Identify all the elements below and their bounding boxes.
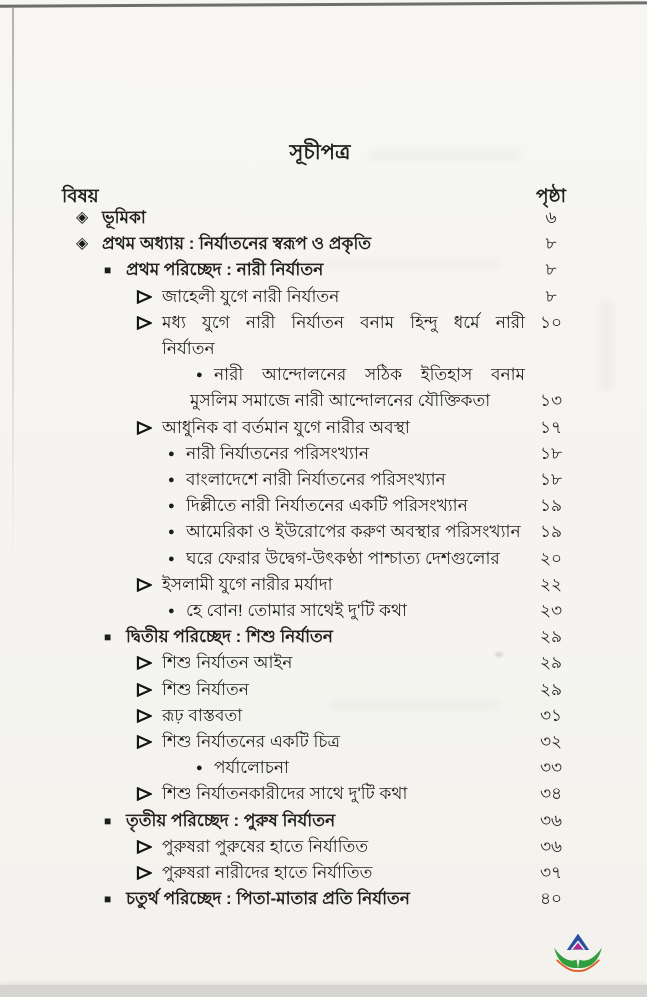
toc-item-line: ইসলামী যুগে নারীর মর্যাদা xyxy=(162,574,333,594)
toc-item-label xyxy=(186,467,525,493)
toc-item-line: পর্যালোচনা xyxy=(214,758,289,778)
dot-bullet-icon: ● xyxy=(196,762,203,775)
toc-item xyxy=(0,572,577,598)
toc-item xyxy=(0,546,577,572)
arrow-bullet-icon xyxy=(136,677,162,697)
arrow-bullet-icon xyxy=(136,650,162,670)
toc-item-label xyxy=(162,703,525,729)
toc-item-page: ৩৪ xyxy=(539,784,563,804)
toc-item xyxy=(0,362,577,414)
toc-item-page: ৩৬ xyxy=(539,810,563,830)
toc-list xyxy=(0,205,647,912)
toc-item-line: শিশু নির্যাতন আইন xyxy=(162,653,293,673)
toc-item-line: শিশু নির্যাতন xyxy=(162,679,249,699)
toc-item-page: ১০ xyxy=(539,312,563,332)
toc-item-line: ঘরে ফেরার উদ্বেগ-উৎকণ্ঠা পাশ্চাত্য দেশগুলোর xyxy=(186,548,500,568)
toc-item xyxy=(0,284,577,310)
toc-item-label xyxy=(186,519,525,545)
toc-item-page: ৩২ xyxy=(539,732,563,752)
toc-item-page: ২২ xyxy=(539,574,563,594)
toc-item xyxy=(0,467,577,493)
toc-item xyxy=(0,755,577,781)
toc-item xyxy=(0,624,577,650)
toc-item-page: ১৩ xyxy=(539,391,563,411)
square-bullet-icon: ■ xyxy=(104,892,112,907)
toc-item-line: মধ্য যুগে নারী নির্যাতন বনাম হিন্দু ধর্মে নারী xyxy=(162,312,525,332)
page-column-header: পৃষ্ঠা xyxy=(536,185,566,206)
toc-item-page: ৮ xyxy=(545,234,557,254)
toc-item-label xyxy=(102,231,525,257)
toc-item-page: ১৯ xyxy=(539,522,563,542)
subject-column-header: বিষয় xyxy=(62,185,99,206)
toc-item-line: রূঢ় বাস্তবতা xyxy=(162,705,243,725)
toc-item xyxy=(0,231,577,257)
toc-item xyxy=(0,598,577,624)
toc-item xyxy=(0,677,577,703)
toc-item xyxy=(0,834,577,860)
arrow-bullet-icon xyxy=(136,781,162,801)
diamond-bullet-icon: ◈ xyxy=(76,235,89,253)
toc-item-page: ৩৩ xyxy=(539,758,563,778)
toc-item-page: ২০ xyxy=(539,548,563,568)
dot-bullet-icon: ● xyxy=(168,500,175,513)
toc-item-label xyxy=(162,677,525,703)
toc-item-label xyxy=(162,834,525,860)
toc-item-label xyxy=(126,808,525,834)
toc-item-line: মুসলিম সমাজে নারী আন্দোলনের যৌক্তিকতা xyxy=(190,391,491,411)
toc-item xyxy=(0,257,577,283)
toc-item-label xyxy=(162,860,525,886)
toc-item-line: আধুনিক বা বর্তমান যুগে নারীর অবস্থা xyxy=(162,417,410,437)
dot-bullet-icon: ● xyxy=(168,605,175,618)
arrow-bullet-icon xyxy=(136,729,162,749)
publisher-logo xyxy=(552,932,604,974)
toc-item xyxy=(0,205,577,231)
toc-item-label xyxy=(102,205,525,231)
toc-item-line: প্রথম পরিচ্ছেদ : নারী নির্যাতন xyxy=(126,260,324,280)
toc-item-label xyxy=(162,572,525,598)
toc-item-label xyxy=(162,781,525,807)
toc-item-line: পুরুষরা নারীদের হাতে নির্যাতিত xyxy=(162,863,373,883)
toc-item-label xyxy=(186,598,525,624)
toc-item-label xyxy=(186,441,525,467)
toc-item-line: তৃতীয় পরিচ্ছেদ : পুরুষ নির্যাতন xyxy=(126,810,336,830)
toc-item-label xyxy=(186,493,525,519)
toc-item-label xyxy=(126,257,525,283)
square-bullet-icon: ■ xyxy=(104,263,112,278)
toc-item-label xyxy=(190,362,525,414)
toc-item-label xyxy=(162,650,525,676)
toc-item-label xyxy=(186,546,525,572)
toc-item xyxy=(0,860,577,886)
toc-item-line: চতুর্থ পরিচ্ছেদ : পিতা-মাতার প্রতি নির্যাতন xyxy=(126,889,410,909)
toc-item-label xyxy=(162,310,525,362)
toc-item-page: ৩৬ xyxy=(539,836,563,856)
dot-bullet-icon: ● xyxy=(168,552,175,565)
toc-item xyxy=(0,519,577,545)
diamond-bullet-icon: ◈ xyxy=(76,209,89,226)
toc-item-label xyxy=(214,755,525,781)
toc-item xyxy=(0,415,577,441)
page-title: সূচীপত্র xyxy=(289,141,351,164)
toc-item xyxy=(0,310,577,362)
toc-item-line: নারী আন্দোলনের সঠিক ইতিহাস বনাম xyxy=(214,365,525,385)
arrow-bullet-icon xyxy=(136,310,162,330)
toc-item-label xyxy=(126,886,525,912)
toc-item-page: ১৮ xyxy=(539,470,563,490)
toc-item-line: শিশু নির্যাতনের একটি চিত্র xyxy=(162,732,341,752)
toc-item-label xyxy=(162,284,525,310)
toc-item xyxy=(0,650,577,676)
toc-item-page: ৮ xyxy=(545,260,557,280)
dot-bullet-icon: ● xyxy=(168,474,175,487)
toc-item-page: ২৩ xyxy=(539,601,563,621)
arrow-bullet-icon xyxy=(136,703,162,723)
toc-item-line: হে বোন! তোমার সাথেই দু'টি কথা xyxy=(186,601,407,621)
toc-item xyxy=(0,703,577,729)
toc-item xyxy=(0,886,577,912)
arrow-bullet-icon xyxy=(136,284,162,304)
toc-item-line: বাংলাদেশে নারী নির্যাতনের পরিসংখ্যান xyxy=(186,470,446,490)
toc-item-page: ১৯ xyxy=(539,496,563,516)
toc-item-label xyxy=(126,624,525,650)
arrow-bullet-icon xyxy=(136,572,162,592)
toc-item-line: প্রথম অধ্যায় : নির্যাতনের স্বরূপ ও প্রকৃতি xyxy=(102,234,372,254)
toc-item-line: শিশু নির্যাতনকারীদের সাথে দু'টি কথা xyxy=(162,784,408,804)
toc-item-line: জাহেলী যুগে নারী নির্যাতন xyxy=(162,286,340,306)
toc-item-line: পুরুষরা পুরুষের হাতে নির্যাতিত xyxy=(162,836,369,856)
dot-bullet-icon: ● xyxy=(168,447,175,460)
square-bullet-icon: ■ xyxy=(104,630,112,645)
toc-item xyxy=(0,493,577,519)
toc-item-page: ২৯ xyxy=(539,627,563,647)
toc-item-page: ১৮ xyxy=(539,443,563,463)
arrow-bullet-icon xyxy=(136,415,162,435)
toc-item-line: নারী নির্যাতনের পরিসংখ্যান xyxy=(186,443,370,463)
toc-item-line: নির্যাতন xyxy=(162,339,215,359)
toc-item xyxy=(0,729,577,755)
square-bullet-icon: ■ xyxy=(104,813,112,828)
toc-item-page: ৬ xyxy=(545,208,557,227)
toc-item xyxy=(0,441,577,467)
page-top-edge-line xyxy=(0,1,647,8)
arrow-bullet-icon xyxy=(136,860,162,880)
toc-item xyxy=(0,781,577,807)
toc-item-page: ৪০ xyxy=(539,889,563,909)
dot-bullet-icon: ● xyxy=(196,369,203,382)
toc-item xyxy=(0,808,577,834)
page-bottom-edge xyxy=(0,985,647,997)
arrow-bullet-icon xyxy=(136,834,162,854)
toc-item-page: ৩১ xyxy=(539,705,563,725)
toc-item-label xyxy=(162,729,525,755)
toc-item-page: ৮ xyxy=(545,286,557,306)
toc-item-label xyxy=(162,415,525,441)
dot-bullet-icon: ● xyxy=(168,526,175,539)
toc-item-line: ভূমিকা xyxy=(102,208,146,227)
toc-item-line: দ্বিতীয় পরিচ্ছেদ : শিশু নির্যাতন xyxy=(126,627,333,647)
toc-item-line: আমেরিকা ও ইউরোপের করুণ অবস্থার পরিসংখ্যান xyxy=(186,522,521,542)
toc-item-line: দিল্লীতে নারী নির্যাতনের একটি পরিসংখ্যান xyxy=(186,496,468,516)
toc-item-page: ২৯ xyxy=(539,653,563,673)
toc-item-page: ১৭ xyxy=(539,417,563,437)
toc-item-page: ৩৭ xyxy=(539,863,563,883)
toc-item-page: ২৯ xyxy=(539,679,563,699)
